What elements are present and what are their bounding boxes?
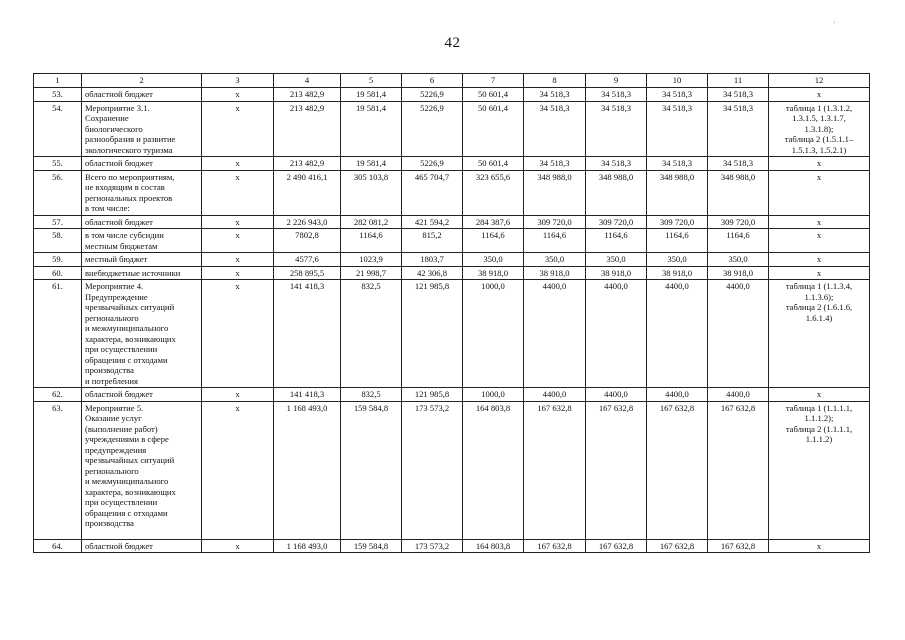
reference-cell: х <box>769 215 870 229</box>
column-3-cell: х <box>202 253 274 267</box>
amount-cell: 309 720,0 <box>524 215 586 229</box>
amount-cell: 465 704,7 <box>402 170 463 215</box>
column-header: 12 <box>769 74 870 88</box>
amount-cell: 50 601,4 <box>463 157 524 171</box>
amount-cell: 309 720,0 <box>708 215 769 229</box>
row-name-cell: внебюджетные источники <box>82 266 202 280</box>
amount-cell: 34 518,3 <box>524 88 586 102</box>
column-3-cell: х <box>202 170 274 215</box>
amount-cell: 1164,6 <box>341 229 402 253</box>
row-name-cell: Всего по мероприятиям, не входящим в состав региональных проектов в том числе: <box>82 170 202 215</box>
amount-cell: 34 518,3 <box>708 157 769 171</box>
column-header: 8 <box>524 74 586 88</box>
row-name-cell: областной бюджет <box>82 388 202 402</box>
amount-cell: 1000,0 <box>463 388 524 402</box>
column-3-cell: х <box>202 88 274 102</box>
row-number-cell: 54. <box>34 101 82 157</box>
corner-mark: ' <box>833 20 835 30</box>
amount-cell: 34 518,3 <box>586 157 647 171</box>
amount-cell: 350,0 <box>463 253 524 267</box>
budget-table <box>33 73 870 553</box>
row-name-cell: областной бюджет <box>82 215 202 229</box>
amount-cell: 5226,9 <box>402 88 463 102</box>
amount-cell: 141 418,3 <box>274 388 341 402</box>
table-row <box>34 266 870 280</box>
amount-cell: 167 632,8 <box>524 401 586 539</box>
amount-cell: 7802,8 <box>274 229 341 253</box>
amount-cell: 832,5 <box>341 388 402 402</box>
amount-cell: 1000,0 <box>463 280 524 388</box>
row-name-cell: Мероприятие 4. Предупреждение чрезвычайных ситуаций регионального и межмуниципального характера, возникающих при осуществлении обращения с отходами производства и потребления <box>82 280 202 388</box>
amount-cell: 50 601,4 <box>463 88 524 102</box>
amount-cell: 421 594,2 <box>402 215 463 229</box>
amount-cell: 173 573,2 <box>402 401 463 539</box>
amount-cell: 350,0 <box>586 253 647 267</box>
table-row <box>34 170 870 215</box>
amount-cell: 167 632,8 <box>586 401 647 539</box>
table-row <box>34 101 870 157</box>
amount-cell: 34 518,3 <box>586 101 647 157</box>
amount-cell: 34 518,3 <box>708 88 769 102</box>
column-3-cell: х <box>202 266 274 280</box>
row-name-cell: областной бюджет <box>82 157 202 171</box>
row-name-cell: областной бюджет <box>82 88 202 102</box>
amount-cell: 121 985,8 <box>402 280 463 388</box>
amount-cell: 815,2 <box>402 229 463 253</box>
table-row <box>34 253 870 267</box>
amount-cell: 4400,0 <box>708 280 769 388</box>
reference-cell: таблица 1 (1.1.1.1, 1.1.1.2); таблица 2 (1.1.1.1, 1.1.1.2) <box>769 401 870 539</box>
amount-cell: 4400,0 <box>586 388 647 402</box>
amount-cell: 5226,9 <box>402 101 463 157</box>
table-row <box>34 215 870 229</box>
amount-cell: 5226,9 <box>402 157 463 171</box>
reference-cell: х <box>769 539 870 553</box>
amount-cell: 1164,6 <box>708 229 769 253</box>
reference-cell: таблица 1 (1.1.3.4, 1.1.3.6); таблица 2 (1.6.1.6, 1.6.1.4) <box>769 280 870 388</box>
amount-cell: 167 632,8 <box>586 539 647 553</box>
row-name-cell: Мероприятие 5. Оказание услуг (выполнение работ) учреждениями в сфере предупреждения чрезвычайных ситуаций регионального и межмуниципального характера, возникающих при осуществлении обращения с отходами производства <box>82 401 202 539</box>
amount-cell: 213 482,9 <box>274 88 341 102</box>
amount-cell: 34 518,3 <box>586 88 647 102</box>
page-number: 42 <box>444 35 461 51</box>
row-number-cell: 59. <box>34 253 82 267</box>
column-3-cell: х <box>202 157 274 171</box>
amount-cell: 38 918,0 <box>524 266 586 280</box>
amount-cell: 832,5 <box>341 280 402 388</box>
column-header: 2 <box>82 74 202 88</box>
amount-cell: 1164,6 <box>647 229 708 253</box>
amount-cell: 38 918,0 <box>647 266 708 280</box>
amount-cell: 309 720,0 <box>647 215 708 229</box>
amount-cell: 38 918,0 <box>463 266 524 280</box>
amount-cell: 34 518,3 <box>647 101 708 157</box>
table-row <box>34 401 870 539</box>
column-3-cell: х <box>202 229 274 253</box>
amount-cell: 1803,7 <box>402 253 463 267</box>
amount-cell: 282 081,2 <box>341 215 402 229</box>
column-header: 4 <box>274 74 341 88</box>
amount-cell: 167 632,8 <box>647 539 708 553</box>
amount-cell: 164 803,8 <box>463 401 524 539</box>
amount-cell: 323 655,6 <box>463 170 524 215</box>
reference-cell: х <box>769 229 870 253</box>
amount-cell: 2 490 416,1 <box>274 170 341 215</box>
column-header: 5 <box>341 74 402 88</box>
column-3-cell: х <box>202 388 274 402</box>
amount-cell: 42 306,8 <box>402 266 463 280</box>
amount-cell: 34 518,3 <box>647 88 708 102</box>
amount-cell: 1164,6 <box>586 229 647 253</box>
amount-cell: 34 518,3 <box>524 101 586 157</box>
amount-cell: 4400,0 <box>647 388 708 402</box>
amount-cell: 1 168 493,0 <box>274 401 341 539</box>
amount-cell: 167 632,8 <box>708 401 769 539</box>
amount-cell: 309 720,0 <box>586 215 647 229</box>
amount-cell: 21 998,7 <box>341 266 402 280</box>
amount-cell: 213 482,9 <box>274 101 341 157</box>
row-name-cell: в том числе субсидии местным бюджетам <box>82 229 202 253</box>
row-name-cell: местный бюджет <box>82 253 202 267</box>
amount-cell: 1164,6 <box>463 229 524 253</box>
row-number-cell: 55. <box>34 157 82 171</box>
amount-cell: 38 918,0 <box>708 266 769 280</box>
amount-cell: 4400,0 <box>708 388 769 402</box>
amount-cell: 141 418,3 <box>274 280 341 388</box>
amount-cell: 350,0 <box>708 253 769 267</box>
row-number-cell: 60. <box>34 266 82 280</box>
column-header: 3 <box>202 74 274 88</box>
amount-cell: 164 803,8 <box>463 539 524 553</box>
amount-cell: 167 632,8 <box>708 539 769 553</box>
amount-cell: 50 601,4 <box>463 101 524 157</box>
reference-cell: х <box>769 266 870 280</box>
row-number-cell: 62. <box>34 388 82 402</box>
amount-cell: 19 581,4 <box>341 101 402 157</box>
row-number-cell: 56. <box>34 170 82 215</box>
table-row <box>34 280 870 388</box>
amount-cell: 159 584,8 <box>341 401 402 539</box>
table-header-row <box>34 74 870 88</box>
row-name-cell: областной бюджет <box>82 539 202 553</box>
column-header: 10 <box>647 74 708 88</box>
column-header: 1 <box>34 74 82 88</box>
amount-cell: 1023,9 <box>341 253 402 267</box>
table-row <box>34 539 870 553</box>
amount-cell: 167 632,8 <box>647 401 708 539</box>
table-row <box>34 388 870 402</box>
amount-cell: 305 103,8 <box>341 170 402 215</box>
amount-cell: 121 985,8 <box>402 388 463 402</box>
amount-cell: 350,0 <box>647 253 708 267</box>
amount-cell: 38 918,0 <box>586 266 647 280</box>
reference-cell: х <box>769 157 870 171</box>
row-name-cell: Мероприятие 3.1. Сохранение биологического разнообразия и развитие экологического туризма <box>82 101 202 157</box>
column-3-cell: х <box>202 280 274 388</box>
amount-cell: 348 988,0 <box>647 170 708 215</box>
amount-cell: 34 518,3 <box>647 157 708 171</box>
amount-cell: 167 632,8 <box>524 539 586 553</box>
amount-cell: 348 988,0 <box>524 170 586 215</box>
column-header: 6 <box>402 74 463 88</box>
amount-cell: 284 387,6 <box>463 215 524 229</box>
amount-cell: 19 581,4 <box>341 157 402 171</box>
row-number-cell: 63. <box>34 401 82 539</box>
column-3-cell: х <box>202 101 274 157</box>
reference-cell: таблица 1 (1.3.1.2, 1.3.1.5, 1.3.1.7, 1.3.1.8); таблица 2 (1.5.1.1– 1.5.1.3, 1.5.2.1) <box>769 101 870 157</box>
table-row <box>34 157 870 171</box>
column-3-cell: х <box>202 539 274 553</box>
amount-cell: 4577,6 <box>274 253 341 267</box>
reference-cell: х <box>769 88 870 102</box>
row-number-cell: 61. <box>34 280 82 388</box>
amount-cell: 34 518,3 <box>708 101 769 157</box>
amount-cell: 4400,0 <box>586 280 647 388</box>
row-number-cell: 64. <box>34 539 82 553</box>
column-header: 11 <box>708 74 769 88</box>
table-row <box>34 229 870 253</box>
column-3-cell: х <box>202 215 274 229</box>
row-number-cell: 58. <box>34 229 82 253</box>
row-number-cell: 57. <box>34 215 82 229</box>
amount-cell: 19 581,4 <box>341 88 402 102</box>
amount-cell: 350,0 <box>524 253 586 267</box>
table-row <box>34 88 870 102</box>
amount-cell: 258 895,5 <box>274 266 341 280</box>
amount-cell: 213 482,9 <box>274 157 341 171</box>
amount-cell: 4400,0 <box>524 388 586 402</box>
reference-cell: х <box>769 170 870 215</box>
column-header: 7 <box>463 74 524 88</box>
amount-cell: 4400,0 <box>524 280 586 388</box>
amount-cell: 348 988,0 <box>586 170 647 215</box>
amount-cell: 348 988,0 <box>708 170 769 215</box>
amount-cell: 1 168 493,0 <box>274 539 341 553</box>
column-header: 9 <box>586 74 647 88</box>
amount-cell: 1164,6 <box>524 229 586 253</box>
column-3-cell: х <box>202 401 274 539</box>
amount-cell: 2 226 943,0 <box>274 215 341 229</box>
row-number-cell: 53. <box>34 88 82 102</box>
reference-cell: х <box>769 253 870 267</box>
amount-cell: 34 518,3 <box>524 157 586 171</box>
amount-cell: 4400,0 <box>647 280 708 388</box>
amount-cell: 173 573,2 <box>402 539 463 553</box>
amount-cell: 159 584,8 <box>341 539 402 553</box>
reference-cell: х <box>769 388 870 402</box>
